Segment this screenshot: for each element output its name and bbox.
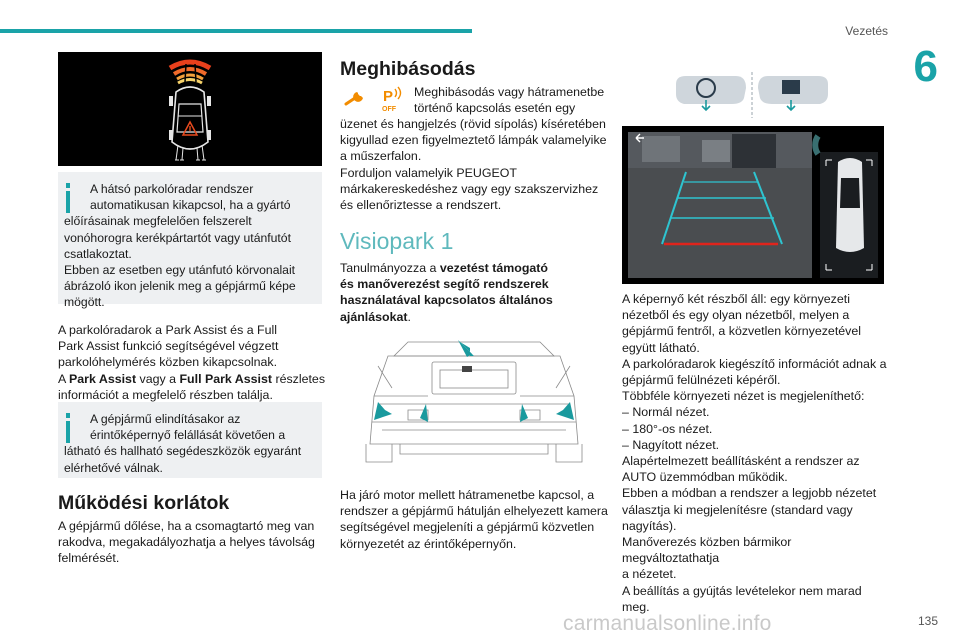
info-icon [66,183,88,213]
svg-text:P: P [383,88,394,105]
svg-text:OFF: OFF [382,106,396,113]
rear-camera-illustration [348,326,600,474]
chapter-number: 6 [913,42,938,91]
chapter-label: Vezetés [845,24,888,38]
parking-radar-illustration [58,52,322,166]
info-text: A gépjármű elindításakor az érintőképernyő felállását követően a látható és hallható segédeszközök egyaránt elérhetővé válnak. [64,412,302,475]
visiopark-intro: Tanulmányozza a vezetést támogató és manőverezést segítő rendszerek használatával kapcsolatos általános ajánlásokat. [340,261,553,324]
info-box-startup [58,402,322,478]
visiopark-screen-illustration [622,126,884,284]
mirror-illustration [672,72,832,118]
watermark: carmanualsonline.info [563,612,772,635]
parking-sensor-off-icon [376,84,406,114]
info-icon [66,413,88,443]
screen-description: A képernyő két részből áll: egy környezeti nézetből és egy olyan nézetből, melyen a gépjármű fentről, a közvetlen környezetével együtt látható. A parkolóradarok kiegészítő információt adnak a gépjármű felülnézeti képéről. Többféle környezeti nézet is megjeleníthető: – Normál nézet. – 180°-os nézet. – Nagyított nézet. Alapértelmezett beállításként a rendszer az AUTO üzemmódban működik. Ebben a módban a rendszer a legjobb nézetet választja ki megjelenítésre (standard vagy nagyítás). Manőverezés közben bármikor megváltoztathatja a nézetet. A beállítás a gyújtás levételekor nem marad meg. [622,292,887,614]
info-box-trailer [58,172,322,310]
chapter-accent-bar [0,29,472,33]
limits-paragraph: A gépjármű dőlése, ha a csomagtartó meg van rakodva, megakadályozhatja a helyes távolság felmérését. [58,519,315,566]
fault-paragraph: üzenet és hangjelzés (rövid sípolás) kíséretében kigyullad ezen figyelmeztető lámpák valamelyike a műszerfalon. Forduljon valamelyik PEUGEOT márkakereskedéshez vagy egy szakszervizhez és ellenőriztesse a rendszert. [340,117,607,213]
visiopark-paragraph: Ha járó motor mellett hátramenetbe kapcsol, a rendszer a gépjármű hátulján elhelyezett kamera segítségével megjeleníti a gépjármű közvetlen környezetét az érintőképernyőn. [340,488,608,551]
section-title-visiopark: Visiopark 1 [340,228,454,254]
section-heading-fault: Meghibásodás [340,58,476,80]
fault-paragraph-short: Meghibásodás vagy hátramenetbe történő kapcsolás esetén egy [414,85,605,116]
info-text: A hátsó parkolóradar rendszer automatikusan kikapcsol, ha a gyártó előírásainak megfelelően felszerelt vonóhorogra kerékpártartót vagy utánfutót csatlakoztat. Ebben az esetben egy utánfutó körvonalait ábrázoló ikon jelenik meg a gépjármű képe mögött. [64,182,296,310]
section-heading-limits: Működési korlátok [58,492,230,514]
page-number: 135 [917,614,938,628]
park-assist-paragraph: A parkolóradarok a Park Assist és a Full Park Assist funkció segítségével végzett parkolóhelymérés közben kikapcsolnak. A Park Assist vagy a Full Park Assist részletes információt a megfelelő részben találja. [58,323,326,402]
